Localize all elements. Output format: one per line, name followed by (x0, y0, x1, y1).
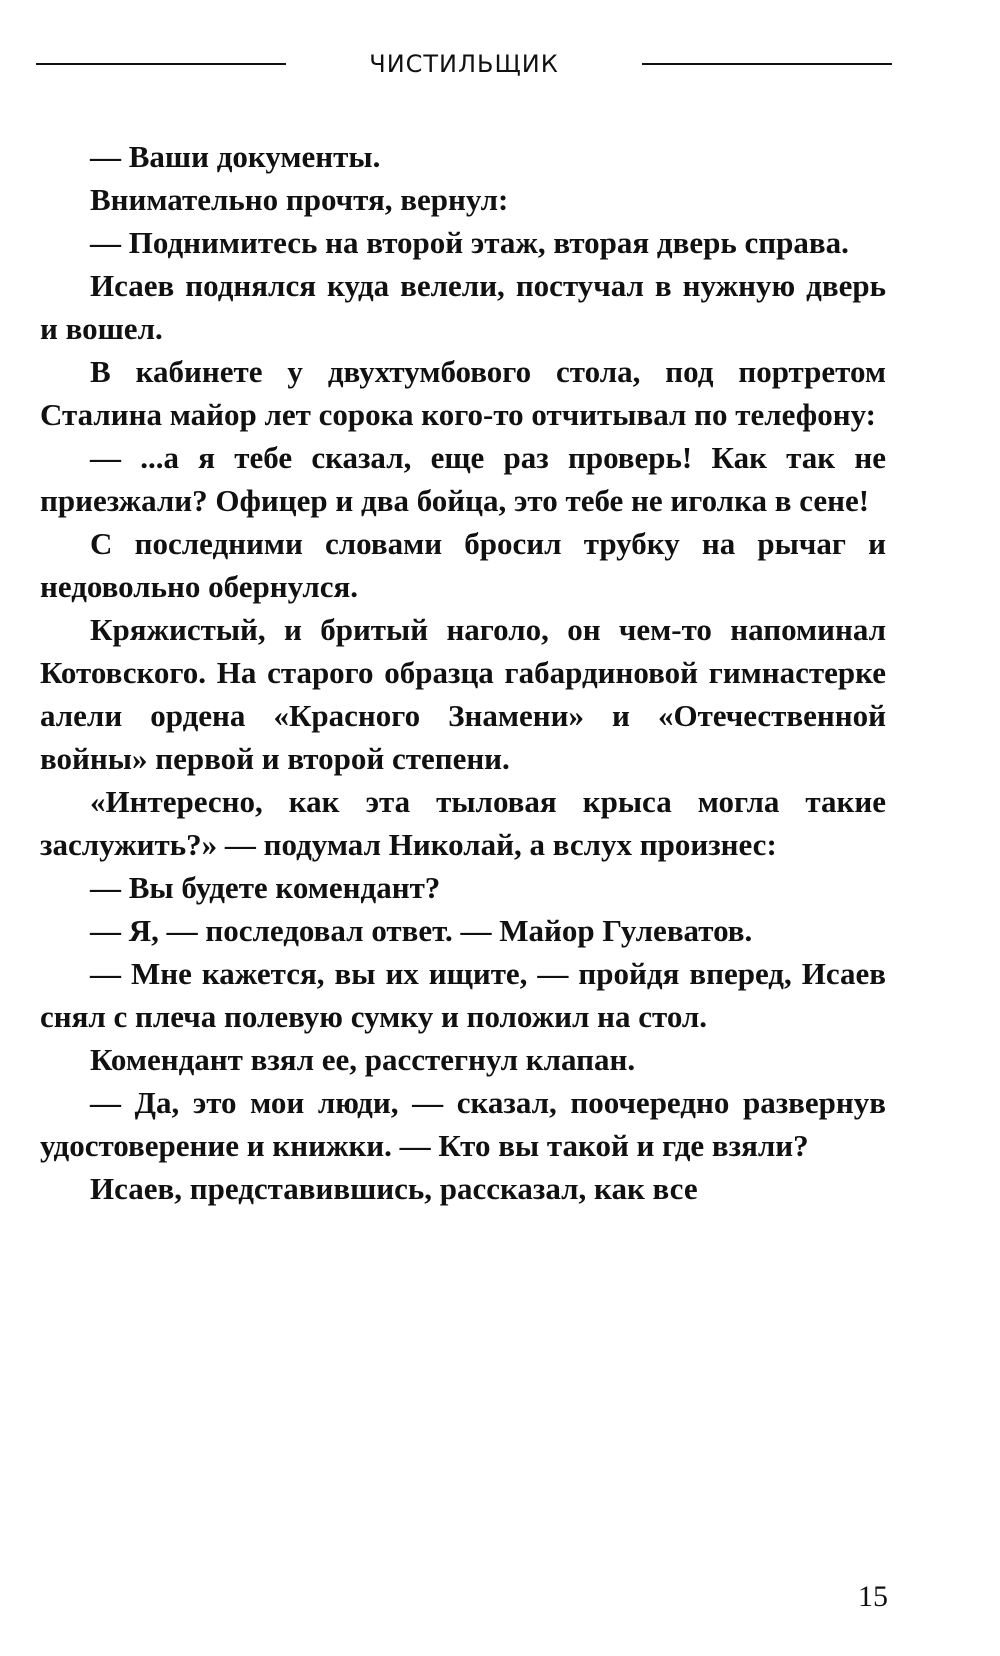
paragraph: Внимательно прочтя, вернул: (90, 182, 509, 217)
paragraph: Комендант взял ее, расстегнул клапан. (90, 1042, 636, 1077)
body-text (40, 135, 886, 1210)
paragraph: — ...а я тебе сказал, еще раз проверь! Как так не приезжали? Офицер и два бойца, это тебе не иголка в сене! (40, 440, 886, 518)
paragraph: «Интересно, как эта тыловая крыса могла такие заслужить?» — подумал Николай, а вслух произнес: (40, 784, 886, 862)
paragraph: — Поднимитесь на второй этаж, вторая дверь справа. (90, 225, 849, 260)
head-rule-right (642, 63, 892, 65)
running-head (36, 44, 892, 84)
paragraph: С последними словами бросил трубку на рычаг и недовольно обернулся. (40, 526, 886, 604)
page-number: 15 (858, 1580, 888, 1613)
paragraph: — Мне кажется, вы их ищите, — пройдя вперед, Исаев снял с плеча полевую сумку и положил на стол. (40, 956, 886, 1034)
paragraph: Исаев, представившись, рассказал, как все (90, 1171, 698, 1206)
running-head-title: ЧИСТИЛЬЩИК (369, 50, 559, 78)
paragraph: Кряжистый, и бритый наголо, он чем-то напоминал Котовского. На старого образца габардиновой гимнастерке алели ордена «Красного Знамени» и «Отечественной войны» первой и второй степени. (40, 612, 886, 776)
paragraph: — Да, это мои люди, — сказал, поочередно развернув удостоверение и книжки. — Кто вы такой и где взяли? (40, 1085, 886, 1163)
paragraph: В кабинете у двухтумбового стола, под портретом Сталина майор лет сорока кого-то отчитывал по телефону: (40, 354, 886, 432)
paragraph: Исаев поднялся куда велели, постучал в нужную дверь и вошел. (40, 268, 886, 346)
paragraph: — Я, — последовал ответ. — Майор Гулеватов. (90, 913, 753, 948)
paragraph: — Ваши документы. (90, 139, 381, 174)
head-rule-left (36, 63, 286, 65)
paragraph: — Вы будете комендант? (90, 870, 441, 905)
